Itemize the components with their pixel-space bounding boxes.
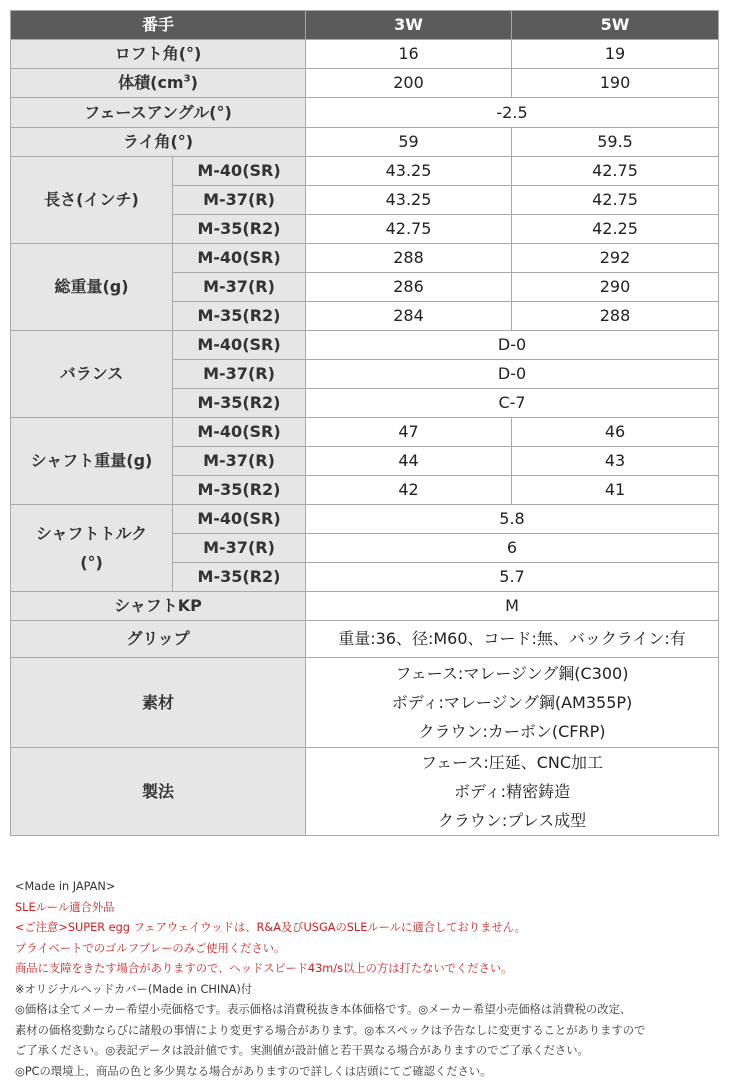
shaft-torque-label-line1: シャフトトルク xyxy=(35,524,148,543)
private-use-note: プライベートでのゴルフプレーのみご使用ください。 xyxy=(15,941,286,955)
volume-label-sup: 3 xyxy=(183,73,191,85)
loft-label: ロフト角(°) xyxy=(11,40,306,69)
balance-sub: M-40(SR) xyxy=(173,331,306,360)
grip-value: 重量:36、径:M60、コード:無、バックライン:有 xyxy=(306,621,719,658)
shaft-kp-value: M xyxy=(306,592,719,621)
total-weight-3w: 286 xyxy=(306,273,512,302)
total-weight-5w: 288 xyxy=(512,302,719,331)
length-3w: 43.25 xyxy=(306,157,512,186)
length-5w: 42.75 xyxy=(512,157,719,186)
shaft-weight-5w: 41 xyxy=(512,476,719,505)
shaft-weight-3w: 44 xyxy=(306,447,512,476)
shaft-kp-row xyxy=(11,592,719,621)
shaft-torque-sub: M-40(SR) xyxy=(173,505,306,534)
length-row xyxy=(11,157,719,186)
balance-value: C-7 xyxy=(306,389,719,418)
price-note-line: ◎PCの環境上、商品の色と多少異なる場合がありますので詳しくは店頭にてご確認ください。 xyxy=(15,1064,492,1078)
shaft-weight-5w: 46 xyxy=(512,418,719,447)
length-label: 長さ(インチ) xyxy=(11,157,173,244)
shaft-weight-5w: 43 xyxy=(512,447,719,476)
total-weight-sub: M-35(R2) xyxy=(173,302,306,331)
shaft-kp-label: シャフトKP xyxy=(11,592,306,621)
price-note-line: ご了承ください。◎表記データは設計値です。実測値が設計値と若干異なる場合がありますのでご了承ください。 xyxy=(15,1044,589,1057)
material-label: 素材 xyxy=(11,658,306,748)
shaft-weight-sub: M-35(R2) xyxy=(173,476,306,505)
length-sub: M-35(R2) xyxy=(173,215,306,244)
lie-5w: 59.5 xyxy=(512,128,719,157)
manufacturing-line: クラウン:プレス成型 xyxy=(437,811,587,830)
lie-3w: 59 xyxy=(306,128,512,157)
head-speed-note: 商品に支障をきたす場合がありますので、ヘッドスピード43m/s以上の方は打たないでください。 xyxy=(15,962,513,975)
length-sub: M-37(R) xyxy=(173,186,306,215)
notes xyxy=(15,877,725,1082)
spec-table xyxy=(10,10,719,836)
price-note-line: ◎価格は全てメーカー希望小売価格です。表示価格は消費税抜き本体価格です。◎メーカー希望小売価格は消費税の改定、 xyxy=(15,1003,632,1016)
lie-row xyxy=(11,128,719,157)
shaft-torque-label xyxy=(11,505,173,592)
shaft-weight-sub: M-37(R) xyxy=(173,447,306,476)
header-row xyxy=(11,11,719,40)
made-in-note: <Made in JAPAN> xyxy=(15,880,116,893)
volume-3w: 200 xyxy=(306,69,512,98)
manufacturing-row xyxy=(11,748,719,836)
face-angle-row xyxy=(11,98,719,128)
shaft-torque-value: 5.8 xyxy=(306,505,719,534)
sle-title: SLEルール適合外品 xyxy=(15,900,115,914)
manufacturing-value xyxy=(306,748,719,836)
shaft-weight-row xyxy=(11,418,719,447)
balance-value: D-0 xyxy=(306,331,719,360)
total-weight-sub: M-40(SR) xyxy=(173,244,306,273)
balance-value: D-0 xyxy=(306,360,719,389)
balance-row xyxy=(11,331,719,360)
header-3w: 3W xyxy=(306,11,512,40)
material-line: フェース:マレージング鋼(C300) xyxy=(395,664,629,683)
shaft-weight-label: シャフト重量(g) xyxy=(11,418,173,505)
total-weight-label: 総重量(g) xyxy=(11,244,173,331)
length-5w: 42.75 xyxy=(512,186,719,215)
material-line: クラウン:カーボン(CFRP) xyxy=(418,722,606,741)
volume-label xyxy=(11,69,306,98)
lie-label: ライ角(°) xyxy=(11,128,306,157)
volume-label-main: 体積(cm xyxy=(118,73,184,92)
volume-label-close: ) xyxy=(190,73,198,92)
volume-5w: 190 xyxy=(512,69,719,98)
total-weight-5w: 292 xyxy=(512,244,719,273)
grip-label: グリップ xyxy=(11,621,306,658)
face-angle-value: -2.5 xyxy=(306,98,719,128)
shaft-torque-sub: M-37(R) xyxy=(173,534,306,563)
shaft-torque-sub: M-35(R2) xyxy=(173,563,306,592)
shaft-torque-row xyxy=(11,505,719,534)
shaft-weight-sub: M-40(SR) xyxy=(173,418,306,447)
total-weight-5w: 290 xyxy=(512,273,719,302)
length-5w: 42.25 xyxy=(512,215,719,244)
manufacturing-line: フェース:圧延、CNC加工 xyxy=(420,753,604,772)
shaft-torque-value: 5.7 xyxy=(306,563,719,592)
balance-sub: M-37(R) xyxy=(173,360,306,389)
face-angle-label: フェースアングル(°) xyxy=(11,98,306,128)
header-5w: 5W xyxy=(512,11,719,40)
shaft-torque-value: 6 xyxy=(306,534,719,563)
length-3w: 42.75 xyxy=(306,215,512,244)
shaft-weight-3w: 42 xyxy=(306,476,512,505)
headcover-note: ※オリジナルヘッドカバー(Made in CHINA)付 xyxy=(15,982,253,996)
total-weight-sub: M-37(R) xyxy=(173,273,306,302)
balance-sub: M-35(R2) xyxy=(173,389,306,418)
total-weight-row xyxy=(11,244,719,273)
length-sub: M-40(SR) xyxy=(173,157,306,186)
loft-row xyxy=(11,40,719,69)
balance-label: バランス xyxy=(11,331,173,418)
material-value xyxy=(306,658,719,748)
shaft-torque-label-line2: (°) xyxy=(80,553,103,572)
material-line: ボディ:マレージング鋼(AM355P) xyxy=(391,693,633,712)
grip-row xyxy=(11,621,719,658)
loft-5w: 19 xyxy=(512,40,719,69)
manufacturing-line: ボディ:精密鋳造 xyxy=(453,782,571,801)
length-3w: 43.25 xyxy=(306,186,512,215)
header-label: 番手 xyxy=(11,11,306,40)
price-note-line: 素材の価格変動ならびに諸般の事情により変更する場合があります。◎本スペックは予告なしに変更することがありますので xyxy=(15,1023,646,1037)
material-row xyxy=(11,658,719,748)
manufacturing-label: 製法 xyxy=(11,748,306,836)
total-weight-3w: 288 xyxy=(306,244,512,273)
shaft-weight-3w: 47 xyxy=(306,418,512,447)
volume-row xyxy=(11,69,719,98)
loft-3w: 16 xyxy=(306,40,512,69)
sle-caution: <ご注意>SUPER egg フェアウェイウッドは、R&A及びUSGAのSLEルールに適合しておりません。 xyxy=(15,921,526,934)
total-weight-3w: 284 xyxy=(306,302,512,331)
